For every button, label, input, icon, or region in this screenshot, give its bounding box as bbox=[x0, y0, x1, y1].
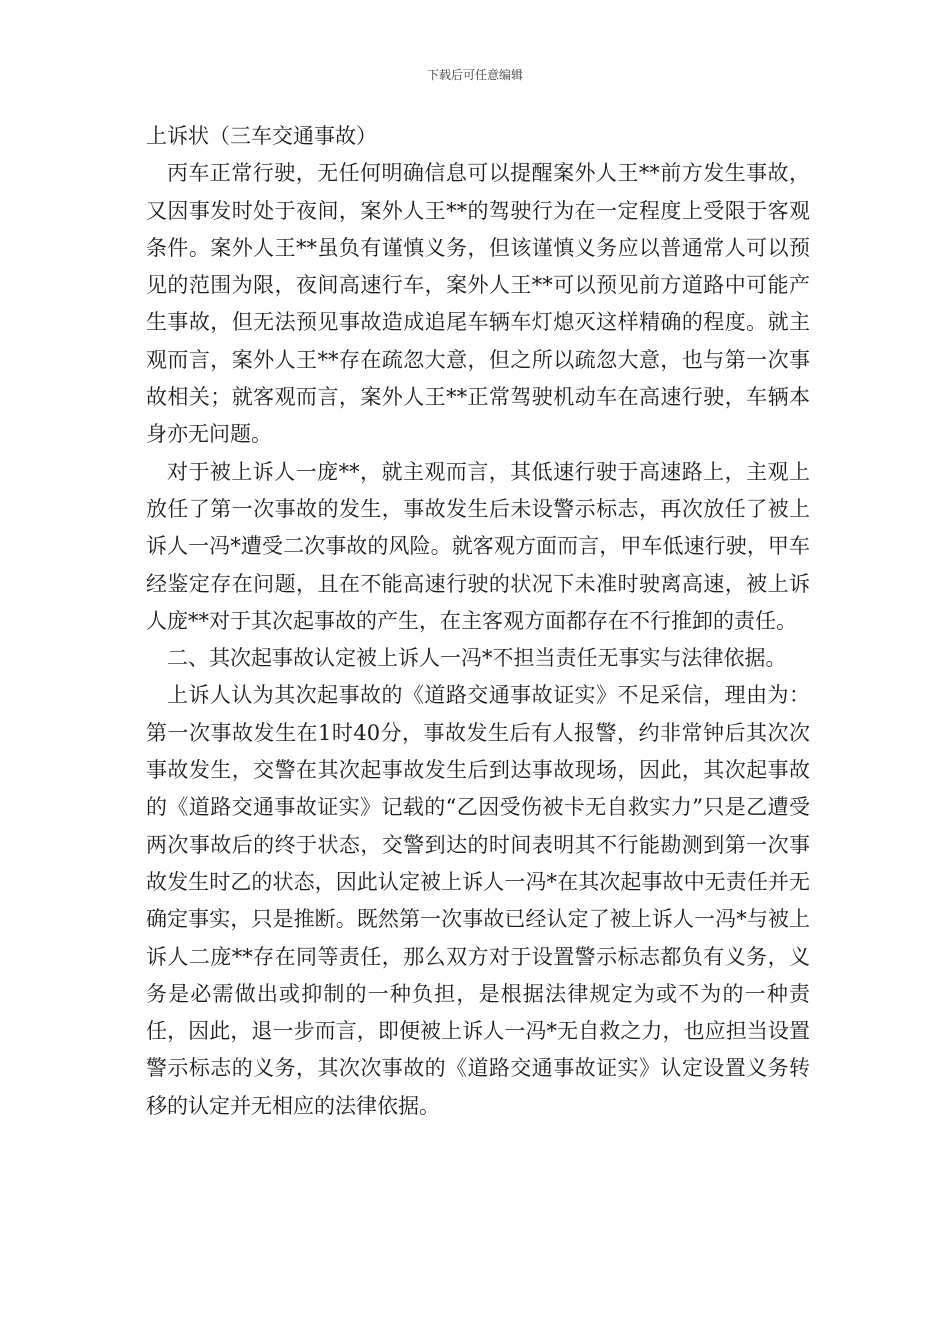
document-title: 上诉状（三车交通事故） bbox=[146, 124, 377, 148]
paragraph-2: 对于被上诉人一庞**，就主观而言，其低速行驶于高速路上，主观上放任了第一次事故的发生，事故发生后未设警示标志，再次放任了被上诉人一冯*遭受二次事故的风险。就客观方面而言，甲车低速行驶，甲车经鉴定存在问题，且在不能高速行驶的状况下未准时驶离高速，被上诉人庞**对于其次起事故的产生，在主客观方面都存在不行推卸的责任。 bbox=[146, 459, 810, 633]
document-body bbox=[146, 118, 810, 1125]
paragraph-1: 丙车正常行驶，无任何明确信息可以提醒案外人王**前方发生事故，又因事发时处于夜间，案外人王**的驾驶行为在一定程度上受限于客观条件。案外人王**虽负有谨慎义务，但该谨慎义务应以普通常人可以预见的范围为限，夜间高速行车，案外人王**可以预见前方道路中可能产生事故，但无法预见事故造成追尾车辆车灯熄灭这样精确的程度。就主观而言，案外人王**存在疏忽大意，但之所以疏忽大意，也与第一次事故相关；就客观而言，案外人王**正常驾驶机动车在高速行驶，车辆本身亦无问题。 bbox=[146, 161, 810, 447]
page-header: 下载后可任意编辑 bbox=[426, 68, 523, 82]
section-heading-2: 二、其次起事故认定被上诉人一冯*不担当责任无事实与法律依据。 bbox=[167, 646, 787, 671]
paragraph-3: 上诉人认为其次起事故的《道路交通事故证实》不足采信，理由为：第一次事故发生在1时40分，事故发生后有人报警，约非常钟后其次次事故发生，交警在其次起事故发生后到达事故现场，因此，其次起事故的《道路交通事故证实》记载的“乙因受伤被卡无自救实力”只是乙遭受两次事故后的终于状态，交警到达的时间表明其不行能勘测到第一次事故发生时乙的状态，因此认定被上诉人一冯*在其次起事故中无责任并无确定事实，只是推断。既然第一次事故已经认定了被上诉人一冯*与被上诉人二庞**存在同等责任，那么双方对于设置警示标志都负有义务，义务是必需做出或抑制的一种负担，是根据法律规定为或不为的一种责任，因此，退一步而言，即便被上诉人一冯*无自救之力，也应担当设置警示标志的义务，其次次事故的《道路交通事故证实》认定设置义务转移的认定并无相应的法律依据。 bbox=[146, 683, 810, 1118]
